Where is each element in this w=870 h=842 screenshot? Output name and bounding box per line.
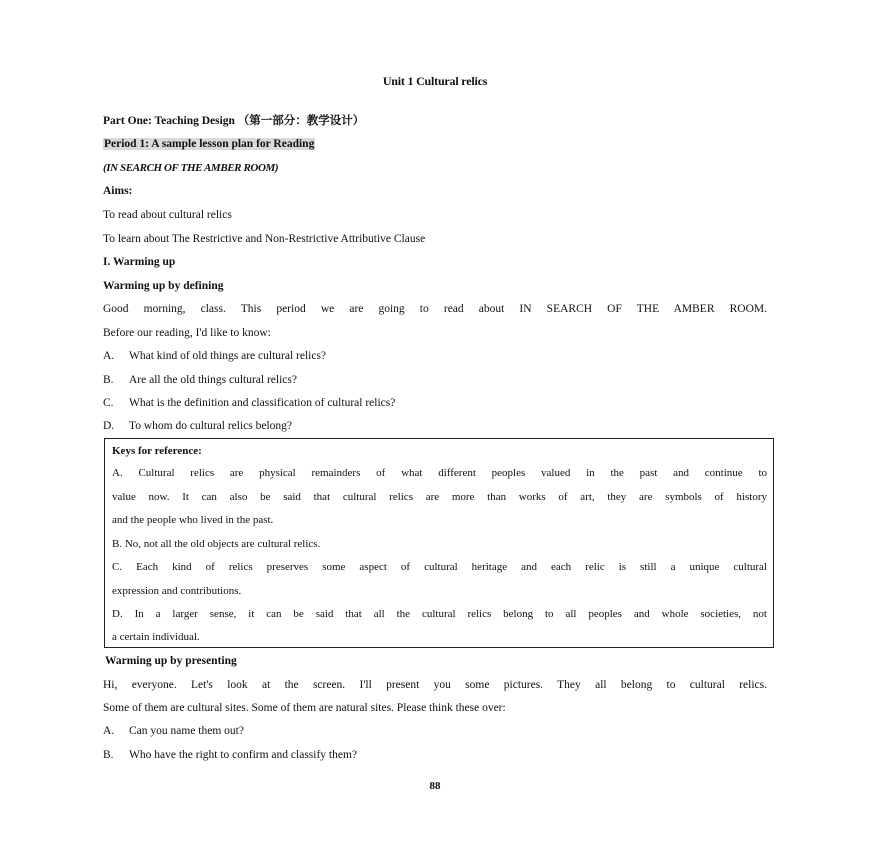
present-paragraph-line: Hi, everyone. Let's look at the screen. I'll present you some pictures. They all belong to cultural relics. bbox=[103, 679, 767, 691]
aim-item: To learn about The Restrictive and Non-Restrictive Attributive Clause bbox=[103, 233, 426, 245]
section-warming-up: I. Warming up bbox=[103, 256, 176, 268]
question-text: Who have the right to confirm and classify them? bbox=[129, 749, 358, 761]
question-text: Are all the old things cultural relics? bbox=[129, 374, 297, 386]
reading-subtitle: (IN SEARCH OF THE AMBER ROOM) bbox=[103, 162, 279, 174]
intro-paragraph-line: Good morning, class. This period we are going to read about IN SEARCH OF THE AMBER ROOM. bbox=[103, 303, 767, 315]
key-line: D. In a larger sense, it can be said that all the cultural relics belong to all peoples and whole societies, not bbox=[112, 608, 767, 620]
question-letter: D. bbox=[103, 420, 115, 432]
keys-heading: Keys for reference: bbox=[112, 445, 202, 457]
key-line: expression and contributions. bbox=[112, 585, 242, 597]
question-text: What kind of old things are cultural relics? bbox=[129, 350, 327, 362]
present-paragraph-line: Some of them are cultural sites. Some of them are natural sites. Please think these over: bbox=[103, 702, 506, 714]
aims-label: Aims: bbox=[103, 185, 133, 197]
question-item bbox=[103, 724, 244, 738]
keys-reference-box bbox=[104, 438, 774, 648]
question-item bbox=[103, 748, 357, 762]
key-line: value now. It can also be said that cultural relics are more than works of art, they are symbols of history bbox=[112, 491, 767, 503]
question-letter: B. bbox=[103, 749, 114, 761]
question-letter: C. bbox=[103, 397, 114, 409]
key-line: B. No, not all the old objects are cultural relics. bbox=[112, 538, 321, 550]
intro-paragraph-line: Before our reading, I'd like to know: bbox=[103, 327, 271, 339]
question-item bbox=[103, 373, 297, 387]
period-heading: Period 1: A sample lesson plan for Reading bbox=[104, 138, 315, 150]
question-letter: B. bbox=[103, 374, 114, 386]
question-text: To whom do cultural relics belong? bbox=[129, 420, 293, 432]
question-text: Can you name them out? bbox=[129, 725, 244, 737]
part-one-heading: Part One: Teaching Design （第一部分：教学设计） bbox=[103, 115, 365, 127]
unit-title: Unit 1 Cultural relics bbox=[382, 74, 488, 88]
aim-item: To read about cultural relics bbox=[103, 209, 232, 221]
key-line: and the people who lived in the past. bbox=[112, 514, 274, 526]
question-letter: A. bbox=[103, 725, 115, 737]
question-item bbox=[103, 419, 292, 433]
key-line: a certain individual. bbox=[112, 631, 200, 643]
warming-defining-heading: Warming up by defining bbox=[103, 280, 224, 292]
question-item bbox=[103, 396, 395, 410]
key-line: A. Cultural relics are physical remainders of what different peoples valued in the past and continue to bbox=[112, 467, 767, 479]
question-letter: A. bbox=[103, 350, 115, 362]
question-item bbox=[103, 349, 326, 363]
period-heading-wrap bbox=[103, 137, 315, 151]
key-line: C. Each kind of relics preserves some aspect of cultural heritage and each relic is still a unique cultural bbox=[112, 561, 767, 573]
warming-presenting-heading: Warming up by presenting bbox=[105, 655, 237, 667]
page-number: 88 bbox=[429, 780, 441, 792]
question-text: What is the definition and classification of cultural relics? bbox=[129, 397, 396, 409]
